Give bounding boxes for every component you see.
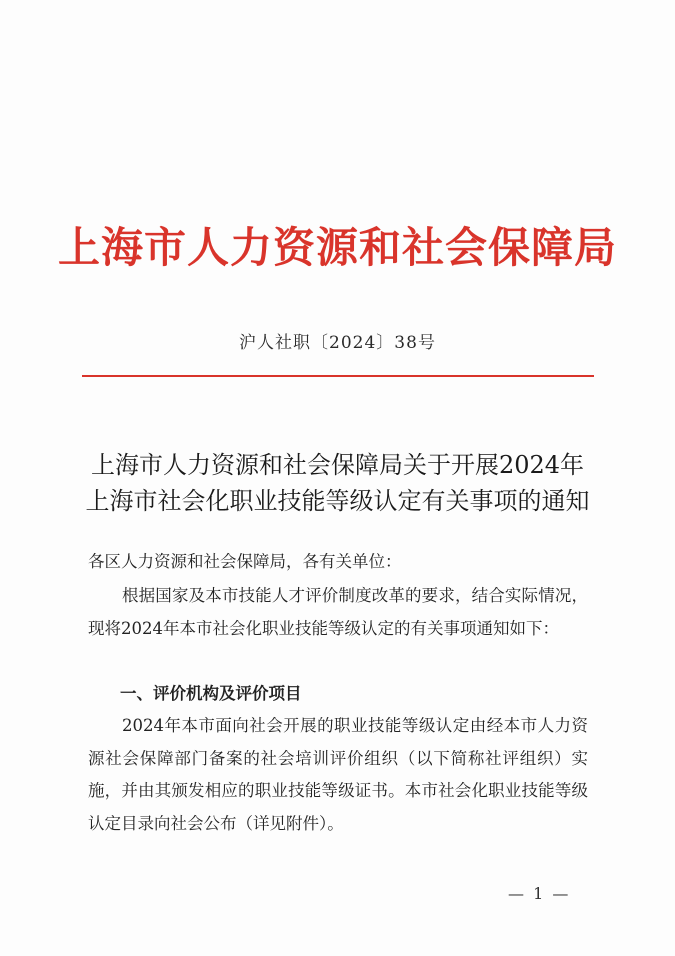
title-line-1: 上海市人力资源和社会保障局关于开展2024年 xyxy=(90,451,585,479)
salutation: 各区人力资源和社会保障局，各有关单位： xyxy=(88,552,402,571)
section-heading-1: 一、评价机构及评价项目 xyxy=(120,684,302,703)
document-number: 沪人社职〔2024〕38号 xyxy=(239,333,436,353)
paragraph-section-1: 2024年本市面向社会开展的职业技能等级认定由经本市人力资源社会保障部门备案的社会培训评价组织（以下简称社评组织）实施，并由其颁发相应的职业技能等级证书。本市社会化职业技能等级认定目录向社会公布（详见附件）。 xyxy=(88,716,588,833)
title-line-2: 上海市社会化职业技能等级认定有关事项的通知 xyxy=(85,487,590,515)
organization-header: 上海市人力资源和社会保障局 xyxy=(57,223,617,272)
document-title xyxy=(0,447,675,519)
page-number: — 1 — xyxy=(508,884,571,903)
paragraph-intro: 根据国家及本市技能人才评价制度改革的要求，结合实际情况，现将2024年本市社会化职业技能等级认定的有关事项通知如下： xyxy=(88,586,588,638)
red-divider-line xyxy=(82,375,594,377)
